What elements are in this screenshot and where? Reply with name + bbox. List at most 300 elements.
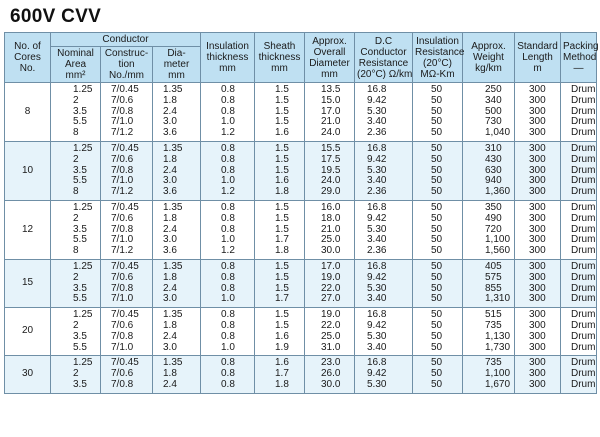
value-line: 300 (529, 186, 546, 198)
value-line: 1,360 (485, 186, 511, 198)
value-line: 26.0 (321, 368, 341, 380)
value-line: 0.8 (221, 223, 235, 235)
value-line: 300 (529, 330, 546, 342)
value-line: 50 (431, 175, 443, 187)
value-line: Drum (571, 293, 596, 305)
nominal-area-cell (51, 141, 101, 200)
table-row (5, 83, 597, 142)
value-line: 735 (485, 357, 502, 369)
value-line: 1.5 (275, 309, 289, 321)
value-line: 1.35 (163, 201, 183, 213)
value-line: Drum (571, 142, 596, 154)
sheath-thickness-cell (255, 141, 305, 200)
value-line: 1.25 (73, 260, 93, 272)
construction-cell (101, 356, 153, 393)
value-line: 3.0 (163, 341, 177, 353)
value-line: 5.5 (73, 116, 87, 128)
header-cores: No. of Cores No. (5, 33, 51, 83)
value-line: 7/1.0 (111, 175, 134, 187)
header-overall-diameter: Approx. Overall Diameter mm (305, 33, 355, 83)
insulation-thickness-cell (201, 308, 255, 356)
value-line: 2 (73, 94, 79, 106)
value-line: 3.6 (163, 245, 177, 257)
value-line: 1.5 (275, 142, 289, 154)
value-line: Drum (571, 186, 596, 198)
value-line: 50 (431, 201, 443, 213)
value-line: 7/0.8 (111, 223, 134, 235)
value-line: 1.7 (275, 293, 289, 305)
value-line: 1.5 (275, 164, 289, 176)
nominal-area-cell (51, 259, 101, 307)
value-line: 1.7 (275, 368, 289, 380)
value-line: 50 (431, 368, 443, 380)
value-line: 19.5 (321, 164, 341, 176)
sheath-thickness-cell (255, 308, 305, 356)
header-insulation-thickness: Insulation thickness mm (201, 33, 255, 83)
value-line: 50 (431, 341, 443, 353)
value-line: 2 (73, 319, 79, 331)
value-line: 22.0 (321, 282, 341, 294)
value-line: 50 (431, 260, 443, 272)
value-line: Drum (571, 105, 596, 117)
value-line: 2.36 (367, 186, 387, 198)
value-line: 0.8 (221, 164, 235, 176)
value-line: 0.8 (221, 142, 235, 154)
value-line: 630 (485, 164, 502, 176)
value-line: 30.0 (321, 245, 341, 257)
value-line: 0.8 (221, 378, 235, 390)
value-line: 0.8 (221, 330, 235, 342)
value-line: 1.8 (163, 94, 177, 106)
value-line: 1.0 (221, 234, 235, 246)
value-line: 2 (73, 368, 79, 380)
value-line: Drum (571, 282, 596, 294)
standard-length-cell (515, 356, 561, 393)
table-row (5, 259, 597, 307)
value-line: 25.0 (321, 330, 341, 342)
overall-diameter-cell (305, 308, 355, 356)
value-line: 7/0.6 (111, 319, 134, 331)
value-line: 15.0 (321, 94, 341, 106)
value-line: 25.0 (321, 234, 341, 246)
value-line: 19.0 (321, 309, 341, 321)
value-line: 3.0 (163, 293, 177, 305)
value-line: 1.35 (163, 357, 183, 369)
conductor-resistance-cell (355, 259, 413, 307)
value-line: 2 (73, 271, 79, 283)
overall-diameter-cell (305, 83, 355, 142)
conductor-resistance-cell (355, 356, 413, 393)
value-line: 3.0 (163, 116, 177, 128)
overall-diameter-cell (305, 356, 355, 393)
value-line: 1.35 (163, 260, 183, 272)
value-line: 1.6 (275, 175, 289, 187)
value-line: 50 (431, 319, 443, 331)
insulation-resistance-cell (413, 259, 463, 307)
value-line: 5.5 (73, 341, 87, 353)
packing-method-cell (561, 83, 597, 142)
value-line: 30.0 (321, 378, 341, 390)
value-line: 2.4 (163, 223, 177, 235)
value-line: 430 (485, 153, 502, 165)
value-line: 7/1.2 (111, 186, 134, 198)
value-line: 3.5 (73, 105, 87, 117)
value-line: 7/1.0 (111, 116, 134, 128)
value-line: 300 (529, 378, 546, 390)
value-line: 9.42 (367, 319, 387, 331)
value-line: 31.0 (321, 341, 341, 353)
value-line: 1.5 (275, 94, 289, 106)
value-line: 9.42 (367, 271, 387, 283)
value-line: 7/0.45 (111, 309, 139, 321)
value-line: 300 (529, 84, 546, 95)
header-conductor-resistance: D.C Conductor Resistance (20°C) Ω/km (355, 33, 413, 83)
value-line: 575 (485, 271, 502, 283)
value-line: 300 (529, 234, 546, 246)
value-line: 50 (431, 94, 443, 106)
value-line: 1,730 (485, 341, 511, 353)
insulation-thickness-cell (201, 141, 255, 200)
standard-length-cell (515, 141, 561, 200)
value-line: 1.8 (163, 271, 177, 283)
value-line: 17.5 (321, 153, 341, 165)
value-line: 5.5 (73, 234, 87, 246)
value-line: 27.0 (321, 293, 341, 305)
value-line: 1.6 (275, 357, 289, 369)
value-line: 490 (485, 212, 502, 224)
nominal-area-cell (51, 83, 101, 142)
value-line: Drum (571, 175, 596, 187)
value-line: 1.5 (275, 201, 289, 213)
weight-cell (463, 141, 515, 200)
standard-length-cell (515, 200, 561, 259)
value-line: 2.4 (163, 282, 177, 294)
value-line: 0.8 (221, 84, 235, 95)
value-line: 1,670 (485, 378, 511, 390)
value-line: Drum (571, 357, 596, 369)
value-line: 50 (431, 234, 443, 246)
value-line: 50 (431, 142, 443, 154)
value-line: 0.8 (221, 309, 235, 321)
value-line: 1.0 (221, 341, 235, 353)
construction-cell (101, 83, 153, 142)
value-line: 50 (431, 105, 443, 117)
value-line: 7/1.0 (111, 293, 134, 305)
value-line: 2.4 (163, 164, 177, 176)
value-line: 1,040 (485, 127, 511, 139)
value-line: 7/1.0 (111, 341, 134, 353)
conductor-resistance-cell (355, 200, 413, 259)
value-line: 300 (529, 153, 546, 165)
value-line: 7/0.8 (111, 164, 134, 176)
value-line: 7/0.45 (111, 84, 139, 95)
value-line: 1,100 (485, 368, 511, 380)
value-line: 300 (529, 319, 546, 331)
value-line: 50 (431, 116, 443, 128)
value-line: 3.5 (73, 223, 87, 235)
value-line: 1.0 (221, 175, 235, 187)
value-line: 24.0 (321, 175, 341, 187)
value-line: 405 (485, 260, 502, 272)
value-line: 1.6 (275, 330, 289, 342)
value-line: 3.5 (73, 330, 87, 342)
value-line: 855 (485, 282, 502, 294)
construction-cell (101, 200, 153, 259)
value-line: 1.35 (163, 142, 183, 154)
conductor-resistance-cell (355, 308, 413, 356)
diameter-cell (153, 141, 201, 200)
value-line: 1.5 (275, 105, 289, 117)
value-line: 9.42 (367, 212, 387, 224)
value-line: 1,310 (485, 293, 511, 305)
value-line: 350 (485, 201, 502, 213)
value-line: 300 (529, 201, 546, 213)
value-line: 300 (529, 127, 546, 139)
value-line: 15.5 (321, 142, 341, 154)
value-line: 1.5 (275, 282, 289, 294)
value-line: 50 (431, 153, 443, 165)
sheath-thickness-cell (255, 200, 305, 259)
packing-method-cell (561, 259, 597, 307)
value-line: Drum (571, 201, 596, 213)
value-line: 2.36 (367, 245, 387, 257)
packing-method-cell (561, 141, 597, 200)
header-conductor: Conductor (51, 33, 201, 47)
value-line: 1.25 (73, 84, 93, 95)
value-line: 0.8 (221, 153, 235, 165)
header-packing-method: Packing Method — (561, 33, 597, 83)
value-line: 1.25 (73, 142, 93, 154)
value-line: 1.5 (275, 212, 289, 224)
value-line: 300 (529, 293, 546, 305)
value-line: 300 (529, 94, 546, 106)
insulation-resistance-cell (413, 83, 463, 142)
header-weight: Approx. Weight kg/km (463, 33, 515, 83)
page-title: 600V CVV (10, 6, 102, 27)
value-line: 21.0 (321, 116, 341, 128)
value-line: 7/1.2 (111, 127, 134, 139)
value-line: 3.5 (73, 164, 87, 176)
value-line: 5.5 (73, 175, 87, 187)
value-line: 300 (529, 245, 546, 257)
value-line: Drum (571, 271, 596, 283)
header-sheath-thickness: Sheath thickness mm (255, 33, 305, 83)
value-line: 7/0.8 (111, 282, 134, 294)
value-line: 3.40 (367, 234, 387, 246)
overall-diameter-cell (305, 259, 355, 307)
value-line: 3.5 (73, 282, 87, 294)
value-line: 16.8 (367, 84, 387, 95)
value-line: 1.5 (275, 84, 289, 95)
value-line: 0.8 (221, 319, 235, 331)
insulation-thickness-cell (201, 200, 255, 259)
value-line: 2.36 (367, 127, 387, 139)
value-line: 50 (431, 84, 443, 95)
packing-method-cell (561, 308, 597, 356)
insulation-resistance-cell (413, 308, 463, 356)
value-line: 5.30 (367, 164, 387, 176)
value-line: 50 (431, 212, 443, 224)
value-line: 0.8 (221, 94, 235, 106)
table-row (5, 200, 597, 259)
construction-cell (101, 308, 153, 356)
value-line: 16.8 (367, 201, 387, 213)
value-line: 1.8 (163, 212, 177, 224)
value-line: Drum (571, 94, 596, 106)
packing-method-cell (561, 356, 597, 393)
value-line: 8 (73, 186, 79, 198)
table-body (5, 83, 597, 394)
table-row (5, 141, 597, 200)
overall-diameter-cell (305, 200, 355, 259)
value-line: 720 (485, 223, 502, 235)
value-line: 1.5 (275, 260, 289, 272)
value-line: Drum (571, 245, 596, 257)
value-line: Drum (571, 84, 596, 95)
value-line: 1.5 (275, 271, 289, 283)
value-line: 50 (431, 378, 443, 390)
value-line: 300 (529, 142, 546, 154)
value-line: 0.8 (221, 105, 235, 117)
value-line: 940 (485, 175, 502, 187)
value-line: 5.30 (367, 105, 387, 117)
value-line: Drum (571, 127, 596, 139)
diameter-cell (153, 356, 201, 393)
value-line: 50 (431, 293, 443, 305)
value-line: 2 (73, 153, 79, 165)
value-line: 8 (73, 245, 79, 257)
value-line: 2.4 (163, 105, 177, 117)
value-line: 7/0.8 (111, 330, 134, 342)
value-line: 50 (431, 223, 443, 235)
value-line: 300 (529, 223, 546, 235)
value-line: Drum (571, 153, 596, 165)
value-line: 16.8 (367, 309, 387, 321)
value-line: 300 (529, 309, 546, 321)
value-line: 7/0.8 (111, 378, 134, 390)
value-line: 1.8 (275, 186, 289, 198)
value-line: 3.6 (163, 127, 177, 139)
value-line: 50 (431, 357, 443, 369)
value-line: 0.8 (221, 368, 235, 380)
value-line: 3.40 (367, 341, 387, 353)
value-line: Drum (571, 223, 596, 235)
value-line: 16.0 (321, 201, 341, 213)
value-line: Drum (571, 319, 596, 331)
weight-cell (463, 83, 515, 142)
value-line: 19.0 (321, 271, 341, 283)
value-line: Drum (571, 378, 596, 390)
value-line: 1.8 (275, 378, 289, 390)
value-line: 1,560 (485, 245, 511, 257)
value-line: Drum (571, 368, 596, 380)
value-line: 0.8 (221, 357, 235, 369)
value-line: 1,130 (485, 330, 511, 342)
value-line: 13.5 (321, 84, 341, 95)
value-line: 1.8 (275, 245, 289, 257)
standard-length-cell (515, 259, 561, 307)
value-line: 50 (431, 282, 443, 294)
insulation-thickness-cell (201, 356, 255, 393)
diameter-cell (153, 83, 201, 142)
cores-cell: 20 (5, 308, 51, 356)
construction-cell (101, 141, 153, 200)
weight-cell (463, 308, 515, 356)
value-line: 3.5 (73, 378, 87, 390)
weight-cell (463, 356, 515, 393)
cores-cell: 12 (5, 200, 51, 259)
value-line: 9.42 (367, 94, 387, 106)
value-line: 1.35 (163, 309, 183, 321)
value-line: 24.0 (321, 127, 341, 139)
diameter-cell (153, 259, 201, 307)
value-line: 2.4 (163, 330, 177, 342)
value-line: 16.8 (367, 357, 387, 369)
value-line: 5.30 (367, 282, 387, 294)
value-line: 7/0.8 (111, 105, 134, 117)
value-line: 7/0.6 (111, 153, 134, 165)
value-line: 250 (485, 84, 502, 95)
value-line: 50 (431, 186, 443, 198)
value-line: 1.25 (73, 357, 93, 369)
weight-cell (463, 259, 515, 307)
table-row (5, 356, 597, 393)
value-line: 3.0 (163, 175, 177, 187)
cores-cell: 10 (5, 141, 51, 200)
value-line: 5.30 (367, 330, 387, 342)
packing-method-cell (561, 200, 597, 259)
value-line: Drum (571, 212, 596, 224)
value-line: 1.2 (221, 245, 235, 257)
value-line: 1.5 (275, 223, 289, 235)
value-line: 300 (529, 368, 546, 380)
value-line: 1.8 (163, 153, 177, 165)
value-line: 0.8 (221, 271, 235, 283)
value-line: 7/1.2 (111, 245, 134, 257)
value-line: 50 (431, 330, 443, 342)
overall-diameter-cell (305, 141, 355, 200)
value-line: 300 (529, 212, 546, 224)
value-line: 3.40 (367, 175, 387, 187)
value-line: 50 (431, 245, 443, 257)
insulation-thickness-cell (201, 259, 255, 307)
diameter-cell (153, 308, 201, 356)
value-line: 2 (73, 212, 79, 224)
value-line: Drum (571, 309, 596, 321)
header-nominal-area: Nominal Area mm² (51, 47, 101, 83)
value-line: 9.42 (367, 368, 387, 380)
value-line: 50 (431, 309, 443, 321)
value-line: 7/0.45 (111, 357, 139, 369)
header-standard-length: Standard Length m (515, 33, 561, 83)
conductor-resistance-cell (355, 141, 413, 200)
value-line: 8 (73, 127, 79, 139)
value-line: 1.2 (221, 127, 235, 139)
value-line: 0.8 (221, 201, 235, 213)
value-line: 1.8 (163, 319, 177, 331)
header-row-1 (5, 33, 597, 47)
value-line: 50 (431, 164, 443, 176)
value-line: 21.0 (321, 223, 341, 235)
value-line: 300 (529, 164, 546, 176)
insulation-thickness-cell (201, 83, 255, 142)
value-line: Drum (571, 116, 596, 128)
value-line: 23.0 (321, 357, 341, 369)
value-line: 18.0 (321, 212, 341, 224)
value-line: 300 (529, 260, 546, 272)
value-line: 300 (529, 105, 546, 117)
value-line: 0.8 (221, 212, 235, 224)
